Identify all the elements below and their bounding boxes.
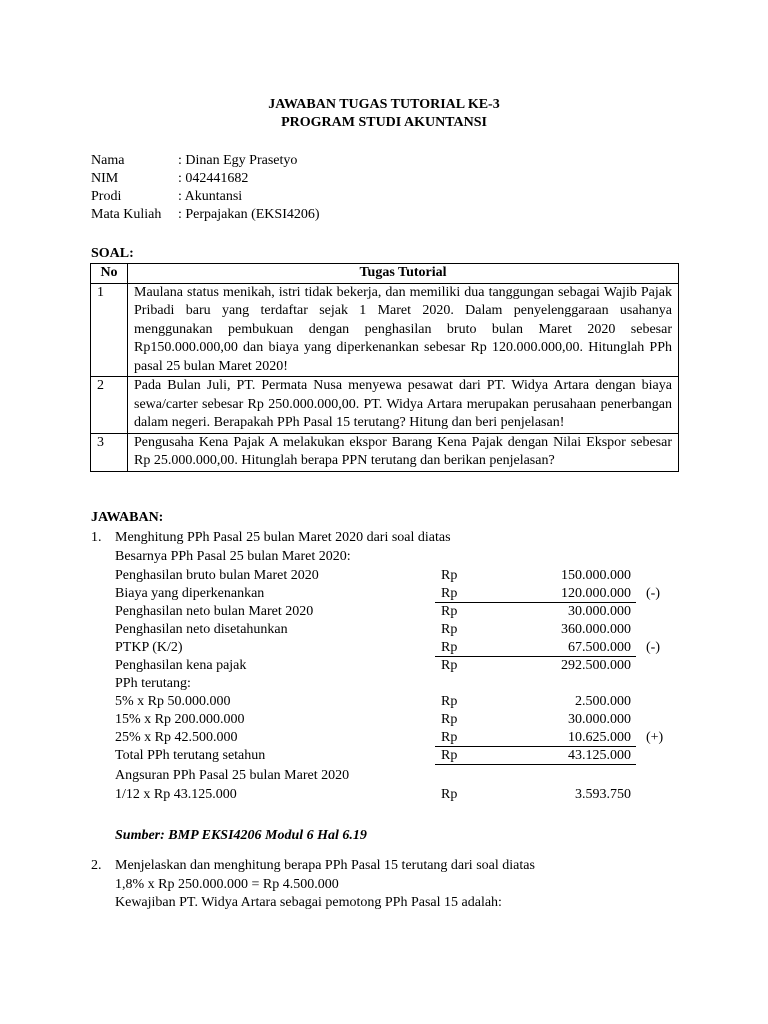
calc-label: 1/12 x Rp 43.125.000 [115,787,237,802]
table-row [91,283,679,377]
calc-currency: Rp [441,604,458,619]
calc-amount: 2.500.000 [575,694,631,709]
calc-amount: 360.000.000 [561,622,631,637]
calc-currency: Rp [441,658,458,673]
calc-currency: Rp [441,694,458,709]
document-subtitle: PROGRAM STUDI AKUNTANSI [281,115,487,130]
answer-1-subtitle: Besarnya PPh Pasal 25 bulan Maret 2020: [115,549,351,564]
identity-label: NIM [91,171,119,186]
calc-amount: 292.500.000 [561,658,631,673]
column-header-no: No [91,264,128,284]
calc-amount: 67.500.000 [568,640,631,655]
jawaban-heading: JAWABAN: [91,510,164,525]
calc-currency: Rp [441,748,458,763]
table-row [91,433,679,471]
soal-heading: SOAL: [91,246,134,261]
row-number: 2 [91,377,128,434]
calc-amount: 43.125.000 [568,748,631,763]
calc-currency: Rp [441,712,458,727]
calc-label: Penghasilan neto disetahunkan [115,622,288,637]
calc-currency: Rp [441,568,458,583]
identity-label: Prodi [91,189,122,204]
answer-2-title: Menjelaskan dan menghitung berapa PPh Pasal 15 terutang dari soal diatas [115,858,535,873]
identity-value: : Perpajakan (EKSI4206) [178,207,320,222]
calc-label: 5% x Rp 50.000.000 [115,694,231,709]
column-header-tugas: Tugas Tutorial [128,264,679,284]
document-title: JAWABAN TUGAS TUTORIAL KE-3 [268,97,500,112]
calc-label: PPh terutang: [115,676,191,691]
calc-label: Biaya yang diperkenankan [115,586,265,601]
calc-amount: 30.000.000 [568,712,631,727]
row-text: Pengusaha Kena Pajak A melakukan ekspor Barang Kena Pajak dengan Nilai Ekspor sebesar Rp 25.000.000,00. Hitunglah berapa PPN terutang dan berikan penjelasan? [128,433,679,471]
calc-amount: 10.625.000 [568,730,631,745]
soal-table-header [91,264,679,284]
calc-operator: (+) [646,730,664,745]
answer-2-calculation: 1,8% x Rp 250.000.000 = Rp 4.500.000 [115,877,339,892]
calc-currency: Rp [441,622,458,637]
total-rule [435,764,636,765]
calc-label: Penghasilan neto bulan Maret 2020 [115,604,314,619]
calc-label: 15% x Rp 200.000.000 [115,712,245,727]
answer-1-title: Menghitung PPh Pasal 25 bulan Maret 2020 dari soal diatas [115,530,451,545]
identity-value: : Dinan Egy Prasetyo [178,153,298,168]
calc-currency: Rp [441,730,458,745]
calc-operator: (-) [646,586,660,601]
identity-label: Mata Kuliah [91,207,162,222]
calc-amount: 120.000.000 [561,586,631,601]
row-text: Maulana status menikah, istri tidak bekerja, dan memiliki dua tanggungan sebagai Wajib Pajak Pribadi baru yang terdaftar sejak 1 Maret 2020. Dalam penyelenggaraan usahanya menggunakan pembukuan dengan penghasilan bruto bulan Maret 2020 sebesar Rp150.000.000,00 dan biaya yang diperkenankan sebesar Rp 120.000.000,00. Hitunglah PPh pasal 25 bulan Maret 2020! [128,283,679,377]
table-row [91,377,679,434]
identity-label: Nama [91,153,125,168]
calc-label: Angsuran PPh Pasal 25 bulan Maret 2020 [115,768,350,783]
calc-amount: 30.000.000 [568,604,631,619]
answer-2-number: 2. [91,858,102,873]
answer-2-explanation: Kewajiban PT. Widya Artara sebagai pemotong PPh Pasal 15 adalah: [115,895,502,910]
row-number: 1 [91,283,128,377]
calc-amount: 3.593.750 [575,787,631,802]
row-number: 3 [91,433,128,471]
soal-table [90,263,679,472]
source-citation: Sumber: BMP EKSI4206 Modul 6 Hal 6.19 [115,828,367,843]
calc-currency: Rp [441,586,458,601]
calc-amount: 150.000.000 [561,568,631,583]
answer-1-number: 1. [91,530,102,545]
calc-currency: Rp [441,640,458,655]
calc-currency: Rp [441,787,458,802]
identity-value: : Akuntansi [178,189,243,204]
calc-label: Total PPh terutang setahun [115,748,266,763]
calc-label: PTKP (K/2) [115,640,183,655]
calc-label: Penghasilan kena pajak [115,658,247,673]
calc-label: 25% x Rp 42.500.000 [115,730,238,745]
calc-label: Penghasilan bruto bulan Maret 2020 [115,568,319,583]
identity-value: : 042441682 [178,171,249,186]
calc-operator: (-) [646,640,660,655]
row-text: Pada Bulan Juli, PT. Permata Nusa menyewa pesawat dari PT. Widya Artara dengan biaya sewa/carter sebesar Rp 250.000.000,00. PT. Widya Artara merupakan perusahaan penerbangan dalam negeri. Berapakah PPh Pasal 15 terutang? Hitung dan beri penjelasan! [128,377,679,434]
